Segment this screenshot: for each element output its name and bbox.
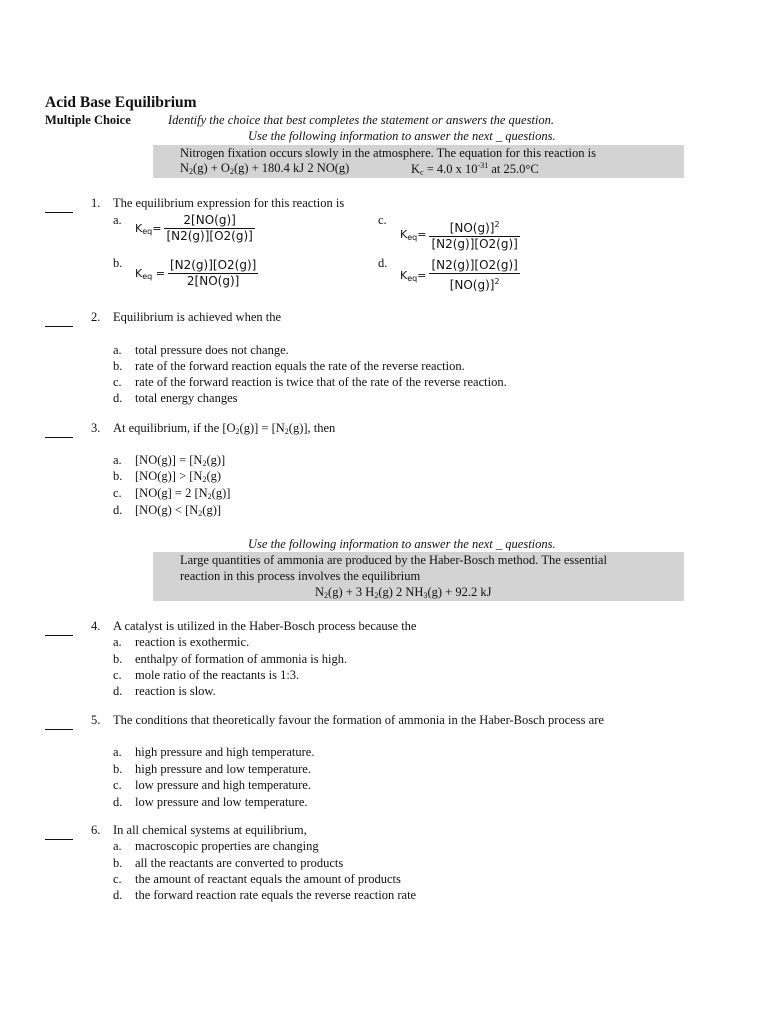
option-letter-2c: c. xyxy=(113,375,122,389)
option-3d[interactable]: [$NO(g) < [N_2(g)]$ xyxy=(135,503,222,518)
option-letter-3c: c. xyxy=(113,486,122,500)
option-1d-denominator: [NO(g)] xyxy=(449,278,495,292)
question-number-5: 5. xyxy=(91,713,101,727)
answer-blank-3[interactable] xyxy=(45,436,73,438)
question-stem-5: The conditions that theoretically favour the formation of ammonia in the Haber-Bosch process are xyxy=(113,713,604,727)
option-1c-denominator: [N2(g)][O2(g)] xyxy=(431,237,518,251)
option-letter-1b: b. xyxy=(113,256,123,270)
option-1c-numerator: [NO(g)] xyxy=(449,221,495,235)
info-lead-2: Use the following information to answer the next _ questions. xyxy=(248,537,556,551)
option-letter-4b: b. xyxy=(113,652,123,666)
option-3a[interactable]: $[NO(g)] = [N_2(g)]$ xyxy=(135,453,226,468)
option-letter-4a: a. xyxy=(113,635,122,649)
option-letter-1a: a. xyxy=(113,213,122,227)
option-letter-4d: d. xyxy=(113,684,123,698)
kc-value: $K_c = 4.0$ x $10^{-31}$ at 25.0°C xyxy=(411,161,539,177)
option-3c[interactable]: [NO(g] = 2 $[N_2(g)]$ xyxy=(135,486,231,501)
answer-blank-6[interactable] xyxy=(45,838,73,840)
option-6a[interactable]: macroscopic properties are changing xyxy=(135,839,319,853)
option-5c[interactable]: low pressure and high temperature. xyxy=(135,778,311,792)
option-letter-2b: b. xyxy=(113,359,123,373)
info-lead-1: Use the following information to answer the next _ questions. xyxy=(248,129,556,143)
section-label: Multiple Choice xyxy=(45,113,131,127)
answer-blank-4[interactable] xyxy=(45,634,73,636)
option-letter-5b: b. xyxy=(113,762,123,776)
question-stem-4: A catalyst is utilized in the Haber-Bosch process because the xyxy=(113,619,417,633)
question-number-2: 2. xyxy=(91,310,101,324)
option-5a[interactable]: high pressure and high temperature. xyxy=(135,745,315,759)
answer-blank-5[interactable] xyxy=(45,728,73,730)
option-1a-denominator: [N2(g)][O2(g)] xyxy=(166,229,253,243)
answer-blank-1[interactable] xyxy=(45,211,73,213)
info-text-1: Nitrogen fixation occurs slowly in the atmosphere. The equation for this reaction is xyxy=(180,146,596,160)
option-1b-numerator: [N2(g)][O2(g)] xyxy=(169,258,257,272)
option-2c[interactable]: rate of the forward reaction is twice that of the rate of the reverse reaction. xyxy=(135,375,507,389)
question-number-4: 4. xyxy=(91,619,101,633)
option-5d[interactable]: low pressure and low temperature. xyxy=(135,795,308,809)
option-4a[interactable]: reaction is exothermic. xyxy=(135,635,250,649)
option-4c[interactable]: mole ratio of the reactants is 1:3. xyxy=(135,668,300,682)
option-letter-5c: c. xyxy=(113,778,122,792)
question-stem-2: Equilibrium is achieved when the xyxy=(113,310,282,324)
option-letter-2a: a. xyxy=(113,343,122,357)
option-letter-6b: b. xyxy=(113,856,123,870)
option-6d[interactable]: the forward reaction rate equals the reverse reaction rate xyxy=(135,888,417,902)
option-letter-3b: b. xyxy=(113,469,123,483)
option-letter-4c: c. xyxy=(113,668,122,682)
option-1a-numerator: 2[NO(g)] xyxy=(183,213,236,227)
option-letter-6c: c. xyxy=(113,872,122,886)
info-text-2a: Large quantities of ammonia are produced by the Haber-Bosch method. The essential xyxy=(180,553,607,567)
question-number-3: 3. xyxy=(91,421,101,435)
option-1b-denominator: 2[NO(g)] xyxy=(186,274,240,288)
answer-blank-2[interactable] xyxy=(45,325,73,327)
info-text-2b: reaction in this process involves the equilibrium xyxy=(180,569,421,583)
question-number-6: 6. xyxy=(91,823,101,837)
question-number-1: 1. xyxy=(91,196,101,210)
option-letter-1c: c. xyxy=(378,213,387,227)
option-1b[interactable]: $K_{eq}$ = $\frac{[N2(g)][O2(g)]}{2[NO(g)]}$ xyxy=(135,258,257,288)
question-stem-1: The equilibrium expression for this reaction is xyxy=(113,196,345,210)
option-2a[interactable]: total pressure does not change. xyxy=(135,343,289,357)
haber-equation: $N_2(g) + 3$ $H_2(g)$ 2 $NH_3(g) + 92.2$ kJ xyxy=(315,585,492,600)
nitrogen-equation: $N_2(g) + O_2(g) + 180.4$ kJ 2 NO(g) xyxy=(180,161,350,176)
option-4b[interactable]: enthalpy of formation of ammonia is high. xyxy=(135,652,348,666)
option-1a[interactable]: $K_{eq}=$ $\frac{2[NO(g)]}{[N2(g)][O2(g)]}$ xyxy=(135,213,253,243)
option-letter-5d: d. xyxy=(113,795,123,809)
option-letter-3d: d. xyxy=(113,503,123,517)
option-2d[interactable]: total energy changes xyxy=(135,391,238,405)
option-letter-5a: a. xyxy=(113,745,122,759)
instructions: Identify the choice that best completes the statement or answers the question. xyxy=(168,113,555,127)
option-1d[interactable]: $K_{eq}=$ $\frac{[N2(g)][O2(g)]}{[NO(g)]^2}$ xyxy=(400,258,518,292)
option-5b[interactable]: high pressure and low temperature. xyxy=(135,762,311,776)
option-1c[interactable]: $K_{eq}=$ $\frac{[NO(g)]^2}{[N2(g)][O2(g)]}$ xyxy=(400,220,518,251)
page-title: Acid Base Equilibrium xyxy=(45,94,197,111)
option-2b[interactable]: rate of the forward reaction equals the rate of the reverse reaction. xyxy=(135,359,465,373)
option-1d-numerator: [N2(g)][O2(g)] xyxy=(431,258,518,272)
option-6c[interactable]: the amount of reactant equals the amount of products xyxy=(135,872,401,886)
option-letter-1d: d. xyxy=(378,256,388,270)
option-letter-6a: a. xyxy=(113,839,122,853)
option-letter-3a: a. xyxy=(113,453,122,467)
option-letter-2d: d. xyxy=(113,391,123,405)
option-6b[interactable]: all the reactants are converted to products xyxy=(135,856,344,870)
option-3b[interactable]: $[NO(g)] > [N_2(g)$ xyxy=(135,469,222,484)
option-letter-6d: d. xyxy=(113,888,123,902)
question-stem-3: At equilibrium, if the $[O_2(g)] = [N_2(g)]$, then xyxy=(113,421,336,436)
question-stem-6: In all chemical systems at equilibrium, xyxy=(113,823,307,837)
option-4d[interactable]: reaction is slow. xyxy=(135,684,216,698)
